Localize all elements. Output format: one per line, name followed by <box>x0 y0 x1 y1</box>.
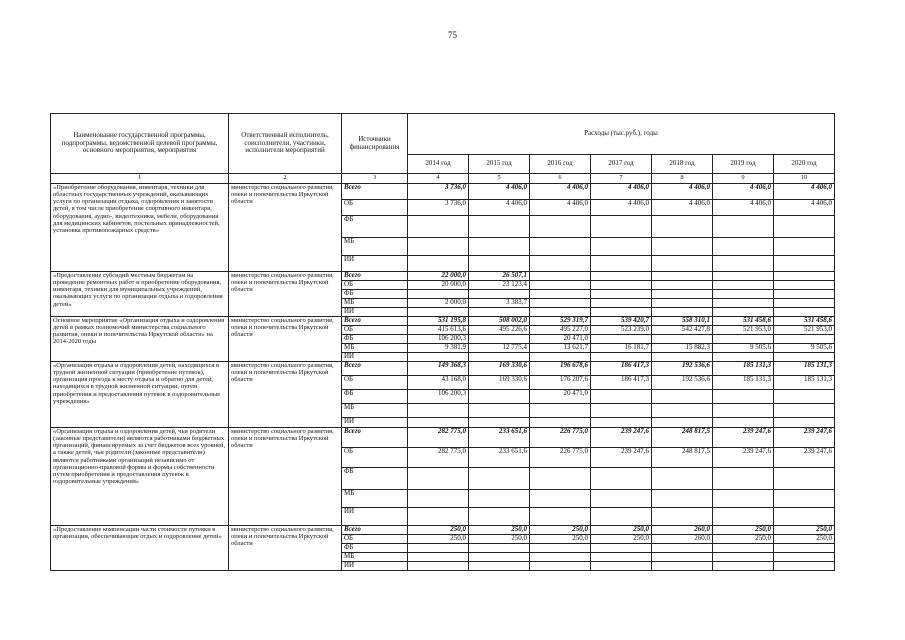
expense-value <box>713 468 774 490</box>
expense-value <box>713 299 774 308</box>
page-number: 75 <box>448 30 457 40</box>
expense-value: 22 000,0 <box>408 272 469 281</box>
expense-value: 523 239,0 <box>591 326 652 335</box>
expense-value <box>530 308 591 317</box>
expense-value: 239 247,6 <box>591 448 652 468</box>
expense-value <box>774 404 835 418</box>
expense-value: 4 406,0 <box>713 200 774 216</box>
expense-value: 12 775,4 <box>469 344 530 353</box>
expense-value: 250,0 <box>530 526 591 535</box>
expense-value: 521 953,0 <box>774 326 835 335</box>
measure-name: «Приобретение оборудования, инвентаря, техники для областных государственных учреждений, оказывающих услуги по организации отдыха, оздоровления и занятости детей, в том числе приобретение спортивного инвентаря, оборудования, аудио-, видеотехники, мебели, оборудования для медицинских кабинетов, постельных принадлежностей, установка противопожарных средств» <box>51 184 229 272</box>
expense-value <box>774 308 835 317</box>
expense-value <box>713 335 774 344</box>
funding-source: ФБ <box>342 335 408 344</box>
expense-value <box>530 290 591 299</box>
funding-source: ОБ <box>342 200 408 216</box>
funding-source: ФБ <box>342 390 408 404</box>
col-header-name: Наименование государственной программы, подпрограммы, ведомственной целевой программы, основного мероприятия, мероприятия <box>51 114 229 174</box>
expense-value: 542 427,8 <box>652 326 713 335</box>
expense-value: 16 181,7 <box>591 344 652 353</box>
expense-value <box>408 256 469 272</box>
expense-value: 4 406,0 <box>591 200 652 216</box>
expense-value <box>591 490 652 508</box>
expense-value: 13 621,7 <box>530 344 591 353</box>
expense-value: 250,0 <box>469 526 530 535</box>
expense-value: 3 736,0 <box>408 184 469 200</box>
expense-value <box>652 562 713 571</box>
expense-value <box>469 290 530 299</box>
expense-value <box>713 290 774 299</box>
expense-value <box>408 216 469 238</box>
expense-value: 192 536,6 <box>652 376 713 390</box>
expense-value <box>469 553 530 562</box>
expense-value <box>591 468 652 490</box>
expense-value: 176 207,6 <box>530 376 591 390</box>
expense-value <box>591 553 652 562</box>
year-header: 2019 год <box>713 155 774 174</box>
expense-value: 106 200,3 <box>408 335 469 344</box>
expense-value: 149 368,3 <box>408 362 469 376</box>
expense-value <box>774 272 835 281</box>
expense-value <box>774 281 835 290</box>
expense-value: 106 200,3 <box>408 390 469 404</box>
funding-source: Всего <box>342 526 408 535</box>
expense-value: 4 406,0 <box>469 184 530 200</box>
expense-value: 250,0 <box>408 526 469 535</box>
expense-value: 20 471,0 <box>530 335 591 344</box>
expense-value: 250,0 <box>774 535 835 544</box>
expense-value <box>774 490 835 508</box>
expense-value <box>530 272 591 281</box>
expense-value <box>530 299 591 308</box>
funding-source: МБ <box>342 344 408 353</box>
expense-value: 9 505,6 <box>774 344 835 353</box>
expense-value <box>774 353 835 362</box>
expense-value <box>652 299 713 308</box>
expense-value: 169 330,6 <box>469 376 530 390</box>
expense-value <box>469 544 530 553</box>
year-header: 2016 год <box>530 155 591 174</box>
expense-value <box>591 272 652 281</box>
expense-value <box>713 404 774 418</box>
year-header: 2015 год <box>469 155 530 174</box>
expense-value <box>652 272 713 281</box>
table-row <box>51 362 835 376</box>
expense-value <box>591 544 652 553</box>
expense-value: 20 000,0 <box>408 281 469 290</box>
expense-value: 186 417,3 <box>591 376 652 390</box>
expense-value <box>774 390 835 404</box>
col-number: 9 <box>713 174 774 184</box>
expense-value <box>652 256 713 272</box>
table-row <box>51 526 835 535</box>
expense-value <box>408 353 469 362</box>
expense-value <box>469 468 530 490</box>
expense-value: 531 458,6 <box>713 317 774 326</box>
funding-source: ОБ <box>342 376 408 390</box>
expense-value <box>469 216 530 238</box>
expense-value <box>774 418 835 428</box>
expense-value <box>652 418 713 428</box>
col-number: 3 <box>342 174 408 184</box>
col-header-responsible: Ответственный исполнитель, соисполнители, участники, исполнители мероприятий <box>229 114 342 174</box>
year-header: 2020 год <box>774 155 835 174</box>
expense-value: 250,0 <box>408 535 469 544</box>
expense-value: 521 953,0 <box>713 326 774 335</box>
expense-value <box>469 404 530 418</box>
expense-value <box>652 490 713 508</box>
year-header: 2014 год <box>408 155 469 174</box>
responsible-executor: министерство социального развития, опеки и попечительства Иркутской области <box>229 362 342 428</box>
expense-value <box>408 544 469 553</box>
funding-source: МБ <box>342 299 408 308</box>
expense-value <box>408 490 469 508</box>
expense-value <box>530 404 591 418</box>
expense-value: 185 131,3 <box>774 376 835 390</box>
expense-value: 9 381,9 <box>408 344 469 353</box>
expense-value <box>774 238 835 256</box>
expense-value <box>652 508 713 526</box>
funding-source: Всего <box>342 272 408 281</box>
expense-value: 4 406,0 <box>774 200 835 216</box>
expense-value: 260,0 <box>652 535 713 544</box>
expense-value <box>591 353 652 362</box>
table-row <box>51 184 835 200</box>
expense-value: 529 319,7 <box>530 317 591 326</box>
expense-value <box>774 256 835 272</box>
expense-value <box>591 290 652 299</box>
expense-value <box>774 468 835 490</box>
expense-value <box>591 308 652 317</box>
expense-value <box>774 562 835 571</box>
expense-value <box>408 468 469 490</box>
expense-value: 282 775,0 <box>408 448 469 468</box>
expense-value <box>713 272 774 281</box>
expense-value <box>469 390 530 404</box>
expense-value <box>408 418 469 428</box>
expense-value <box>408 562 469 571</box>
expense-value <box>530 281 591 290</box>
expense-value <box>652 353 713 362</box>
funding-source: Всего <box>342 362 408 376</box>
expense-value <box>530 256 591 272</box>
expense-value <box>652 216 713 238</box>
expense-value <box>713 553 774 562</box>
funding-source: ИИ <box>342 308 408 317</box>
funding-source: Всего <box>342 184 408 200</box>
responsible-executor: министерство социального развития, опеки и попечительства Иркутской области <box>229 526 342 571</box>
funding-source: МБ <box>342 553 408 562</box>
table-row <box>51 317 835 326</box>
expense-value: 495 227,0 <box>530 326 591 335</box>
expense-value <box>469 418 530 428</box>
funding-source: ИИ <box>342 562 408 571</box>
expense-value: 23 123,4 <box>469 281 530 290</box>
funding-source: ФБ <box>342 216 408 238</box>
responsible-executor: министерство социального развития, опеки и попечительства Иркутской области <box>229 272 342 317</box>
year-header: 2017 год <box>591 155 652 174</box>
expense-value <box>713 418 774 428</box>
expense-value: 260,0 <box>652 526 713 535</box>
expense-value: 250,0 <box>774 526 835 535</box>
expense-value <box>713 353 774 362</box>
expense-value <box>774 508 835 526</box>
expense-value <box>713 508 774 526</box>
expense-value: 4 406,0 <box>652 184 713 200</box>
funding-source: МБ <box>342 404 408 418</box>
expense-value <box>652 281 713 290</box>
measure-name: «Организация отдыха и оздоровления детей, находящихся в трудной жизненной ситуации (приобретение путевок), организация проезда к месту отдыха и обратно для детей, находящихся в трудной жизненной ситуации, путем приобретения и предоставления путевок в оздоровительные учреждения» <box>51 362 229 428</box>
col-number: 5 <box>469 174 530 184</box>
expense-value <box>530 468 591 490</box>
expense-value: 239 247,6 <box>591 428 652 448</box>
expense-value: 185 131,3 <box>713 362 774 376</box>
expense-value: 3 736,0 <box>408 200 469 216</box>
expense-value <box>530 508 591 526</box>
expense-value <box>591 418 652 428</box>
expense-value <box>652 390 713 404</box>
expense-value: 508 002,0 <box>469 317 530 326</box>
expense-value: 185 131,3 <box>713 376 774 390</box>
year-header: 2018 год <box>652 155 713 174</box>
expense-value: 250,0 <box>713 535 774 544</box>
expense-value: 233 651,6 <box>469 448 530 468</box>
expense-value: 248 817,5 <box>652 448 713 468</box>
funding-source: Всего <box>342 317 408 326</box>
expense-value <box>469 335 530 344</box>
expense-value: 4 406,0 <box>469 200 530 216</box>
expense-value <box>530 216 591 238</box>
expense-value: 531 458,6 <box>774 317 835 326</box>
expense-value <box>652 290 713 299</box>
responsible-executor: министерство социального развития, опеки и попечительства Иркутской области <box>229 184 342 272</box>
expense-value <box>591 216 652 238</box>
col-number: 4 <box>408 174 469 184</box>
expense-value: 226 775,0 <box>530 428 591 448</box>
expense-value <box>469 508 530 526</box>
table-row <box>51 272 835 281</box>
expense-value <box>469 353 530 362</box>
expense-value: 186 417,3 <box>591 362 652 376</box>
expense-value <box>408 238 469 256</box>
expense-value <box>774 544 835 553</box>
expense-value <box>774 553 835 562</box>
funding-source: ОБ <box>342 448 408 468</box>
expense-value <box>469 256 530 272</box>
expense-value <box>652 335 713 344</box>
expense-value: 250,0 <box>591 526 652 535</box>
col-number: 6 <box>530 174 591 184</box>
table-row <box>51 428 835 448</box>
expense-value: 9 505,6 <box>713 344 774 353</box>
expense-value: 495 226,6 <box>469 326 530 335</box>
expense-value <box>469 308 530 317</box>
expense-value: 4 406,0 <box>530 200 591 216</box>
expense-value: 233 651,6 <box>469 428 530 448</box>
funding-source: ИИ <box>342 256 408 272</box>
expense-value: 196 678,6 <box>530 362 591 376</box>
measure-name: «Предоставление субсидий местным бюджетам на проведение ремонтных работ и приобретение оборудования, инвентаря, техники для муниципальных учреждений, оказывающих услуги по организации отдыха и оздоровления детей» <box>51 272 229 317</box>
expense-value <box>652 553 713 562</box>
expense-value: 239 247,6 <box>774 428 835 448</box>
expense-value <box>591 299 652 308</box>
measure-name: «Предоставление компенсации части стоимости путевки в организации, обеспечивающие отдых и оздоровление детей» <box>51 526 229 571</box>
expense-value: 415 613,6 <box>408 326 469 335</box>
expense-value <box>591 404 652 418</box>
expense-value: 192 536,6 <box>652 362 713 376</box>
expense-value: 250,0 <box>591 535 652 544</box>
expense-value: 239 247,6 <box>713 448 774 468</box>
col-header-source: Источники финансирования <box>342 114 408 174</box>
expense-value: 2 000,0 <box>408 299 469 308</box>
expense-value <box>774 299 835 308</box>
expense-value <box>408 553 469 562</box>
expense-value <box>713 281 774 290</box>
col-header-expenses: Расходы (тыс.руб.), годы <box>408 114 835 155</box>
funding-source: ИИ <box>342 418 408 428</box>
expense-value <box>713 238 774 256</box>
expense-value <box>652 468 713 490</box>
expense-value <box>713 544 774 553</box>
expense-value <box>408 404 469 418</box>
expense-value: 43 168,0 <box>408 376 469 390</box>
funding-source: МБ <box>342 238 408 256</box>
expense-value: 4 406,0 <box>774 184 835 200</box>
expense-value <box>713 390 774 404</box>
expense-value: 248 817,5 <box>652 428 713 448</box>
col-number: 8 <box>652 174 713 184</box>
expense-value <box>652 404 713 418</box>
expense-value <box>591 508 652 526</box>
expense-value: 4 406,0 <box>530 184 591 200</box>
expense-value: 226 775,0 <box>530 448 591 468</box>
expense-value: 250,0 <box>469 535 530 544</box>
expense-value: 531 195,8 <box>408 317 469 326</box>
table-body <box>51 184 835 571</box>
expense-value <box>530 562 591 571</box>
expense-value <box>408 290 469 299</box>
expense-value <box>469 490 530 508</box>
expense-value: 4 406,0 <box>652 200 713 216</box>
expense-value <box>591 335 652 344</box>
expense-value: 3 383,7 <box>469 299 530 308</box>
expense-value: 20 471,0 <box>530 390 591 404</box>
expense-value: 4 406,0 <box>591 184 652 200</box>
measure-name: Основное мероприятие «Организация отдыха и оздоровления детей в рамках полномочий министерства социального развития, опеки и попечительства Иркутской области» на 2014-2020 годы <box>51 317 229 362</box>
col-number: 10 <box>774 174 835 184</box>
expense-value: 169 330,6 <box>469 362 530 376</box>
funding-source: ФБ <box>342 544 408 553</box>
expense-value: 539 420,7 <box>591 317 652 326</box>
expense-value <box>591 390 652 404</box>
expense-value <box>530 418 591 428</box>
col-number: 7 <box>591 174 652 184</box>
col-number: 1 <box>51 174 229 184</box>
expense-value <box>713 490 774 508</box>
expense-value <box>530 353 591 362</box>
funding-source: ФБ <box>342 468 408 490</box>
expense-value <box>530 238 591 256</box>
funding-source: ИИ <box>342 508 408 526</box>
expense-value: 239 247,6 <box>713 428 774 448</box>
expense-value <box>408 308 469 317</box>
funding-source: Всего <box>342 428 408 448</box>
expense-value <box>408 508 469 526</box>
expense-value <box>713 562 774 571</box>
expense-value <box>591 562 652 571</box>
expense-value: 250,0 <box>530 535 591 544</box>
responsible-executor: министерство социального развития, опеки и попечительства Иркутской области <box>229 317 342 362</box>
expense-value <box>713 308 774 317</box>
expense-value <box>530 544 591 553</box>
budget-table <box>50 113 835 571</box>
expense-value <box>530 490 591 508</box>
expense-value <box>713 216 774 238</box>
funding-source: МБ <box>342 490 408 508</box>
expense-value <box>530 553 591 562</box>
expense-value <box>469 562 530 571</box>
expense-value: 26 507,1 <box>469 272 530 281</box>
expense-value <box>591 238 652 256</box>
funding-source: ИИ <box>342 353 408 362</box>
funding-source: ФБ <box>342 290 408 299</box>
expense-value: 239 247,6 <box>774 448 835 468</box>
funding-source: ОБ <box>342 281 408 290</box>
responsible-executor: министерство социального развития, опеки и попечительства Иркутской области <box>229 428 342 526</box>
expense-value <box>774 216 835 238</box>
measure-name: «Организация отдыха и оздоровления детей, чьи родители (законные представители) являются работниками бюджетных организаций, финансируемых за счет бюджетов всех уровней, а также детей, чьи родители (законные представители) являются работниками организаций независимо от организационно-правовой формы и формы собственности путем приобретения и предоставления путевок в оздоровительные учреждения» <box>51 428 229 526</box>
expense-value: 4 406,0 <box>713 184 774 200</box>
funding-source: ОБ <box>342 326 408 335</box>
expense-value <box>652 544 713 553</box>
expense-value <box>652 308 713 317</box>
expense-value <box>652 238 713 256</box>
expense-value <box>469 238 530 256</box>
funding-source: ОБ <box>342 535 408 544</box>
expense-value: 185 131,3 <box>774 362 835 376</box>
expense-value <box>774 335 835 344</box>
expense-value: 250,0 <box>713 526 774 535</box>
col-number: 2 <box>229 174 342 184</box>
expense-value: 558 310,1 <box>652 317 713 326</box>
expense-value <box>774 290 835 299</box>
expense-value <box>591 256 652 272</box>
expense-value <box>713 256 774 272</box>
expense-value: 282 775,0 <box>408 428 469 448</box>
expense-value: 15 882,3 <box>652 344 713 353</box>
expense-value <box>591 281 652 290</box>
